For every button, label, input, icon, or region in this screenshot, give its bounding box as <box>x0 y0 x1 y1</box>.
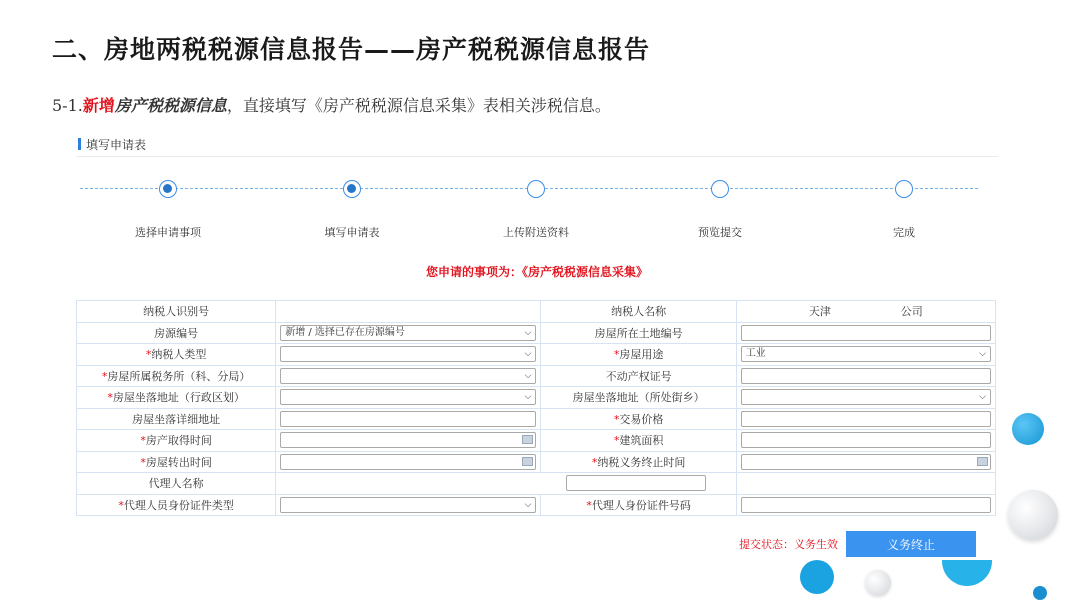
decor-circle-white <box>1008 490 1058 540</box>
form-row <box>77 451 996 473</box>
step-select-item <box>93 180 243 240</box>
agent-name-spacer <box>736 473 995 495</box>
taxpayer-type-label: *纳税人类型 <box>77 344 276 366</box>
transfer-date-input[interactable] <box>280 454 536 470</box>
progress-steps <box>76 170 998 240</box>
trade-price-cell <box>736 408 995 430</box>
step-node-icon <box>895 180 913 198</box>
step-node-icon <box>343 180 361 198</box>
address-district-label: *房屋坐落地址（行政区划） <box>77 387 276 409</box>
building-area-label: *建筑面积 <box>541 430 736 452</box>
chevron-down-icon: ⌵ <box>979 349 986 360</box>
form-row <box>77 365 996 387</box>
tax-office-label: *房屋所属税务所（科、分局） <box>77 365 276 387</box>
form-row <box>77 387 996 409</box>
transfer-date-cell <box>276 451 541 473</box>
agent-name-cell <box>276 473 736 495</box>
obligation-end-cell <box>736 451 995 473</box>
chevron-down-icon: ⌵ <box>979 392 986 403</box>
property-cert-cell <box>736 365 995 387</box>
step-preview <box>645 180 795 240</box>
chevron-down-icon: ⌵ <box>524 370 532 381</box>
property-usage-label: *房屋用途 <box>541 344 736 366</box>
form-row <box>77 301 996 323</box>
tax-office-cell <box>276 365 541 387</box>
calendar-icon[interactable] <box>522 435 533 444</box>
property-usage-cell <box>736 344 995 366</box>
form-row <box>77 408 996 430</box>
taxpayer-type-select[interactable] <box>280 346 536 362</box>
property-usage-select[interactable]: 工业 ⌵ <box>741 346 991 362</box>
agent-name-label: 代理人名称 <box>77 473 276 495</box>
terminate-obligation-button[interactable]: 义务终止 <box>846 531 976 557</box>
subtitle-rest: ，直接填写《房产税税源信息采集》表相关涉税信息。 <box>226 96 611 115</box>
agent-id-no-cell <box>736 494 995 516</box>
subtitle-highlight: 新增 <box>82 96 115 115</box>
step-label: 选择申请事项 <box>135 226 201 239</box>
form-row <box>77 344 996 366</box>
decor-circle-blue <box>1033 586 1047 600</box>
form-footer <box>739 531 976 557</box>
agent-name-input[interactable] <box>566 475 706 491</box>
land-no-cell <box>736 322 995 344</box>
panel-header-title: 填写申请表 <box>86 138 147 152</box>
decor-circle-white <box>865 570 891 596</box>
acquire-date-cell <box>276 430 541 452</box>
step-fill-form <box>277 180 427 240</box>
tax-office-select[interactable] <box>280 368 536 384</box>
agent-id-type-cell <box>276 494 541 516</box>
taxpayer-name-value: 天津 公司 <box>736 301 995 323</box>
acquire-date-input[interactable] <box>280 432 536 448</box>
form-row <box>77 430 996 452</box>
agent-id-no-input[interactable] <box>741 497 991 513</box>
step-label: 完成 <box>893 226 915 239</box>
step-complete <box>829 180 979 240</box>
agent-id-type-label: *代理人员身份证件类型 <box>77 494 276 516</box>
trade-price-label: *交易价格 <box>541 408 736 430</box>
subtitle-prefix: 5-1. <box>52 96 83 115</box>
address-detail-input[interactable] <box>280 411 536 427</box>
obligation-end-label: *纳税义务终止时间 <box>541 451 736 473</box>
chevron-down-icon: ⌵ <box>524 327 532 338</box>
agent-id-no-label: *代理人身份证件号码 <box>541 494 736 516</box>
submit-status: 提交状态：义务生效 <box>739 538 838 551</box>
calendar-icon[interactable] <box>977 457 988 466</box>
obligation-end-input[interactable] <box>741 454 991 470</box>
taxpayer-name-label: 纳税人名称 <box>541 301 736 323</box>
property-cert-label: 不动产权证号 <box>541 365 736 387</box>
address-detail-cell <box>276 408 541 430</box>
tax-source-form <box>76 300 996 516</box>
agent-id-type-select[interactable] <box>280 497 536 513</box>
building-area-cell <box>736 430 995 452</box>
building-area-input[interactable] <box>741 432 991 448</box>
chevron-down-icon: ⌵ <box>524 392 532 403</box>
application-notice: 您申请的事项为：《房产税税源信息采集》 <box>425 265 648 279</box>
step-node-icon <box>159 180 177 198</box>
application-panel <box>76 130 998 570</box>
panel-header <box>76 130 998 157</box>
decor-circle-blue <box>1012 413 1044 445</box>
transfer-date-label: *房屋转出时间 <box>77 451 276 473</box>
taxpayer-type-cell <box>276 344 541 366</box>
taxpayer-id-label: 纳税人识别号 <box>77 301 276 323</box>
address-street-select[interactable] <box>741 389 991 405</box>
subtitle-bold: 房产税税源信息 <box>114 96 227 115</box>
property-no-select[interactable]: 新增 / 选择已存在房源编号 ⌵ <box>280 325 536 341</box>
header-accent-bar <box>78 138 81 150</box>
calendar-icon[interactable] <box>522 457 533 466</box>
decor-circle-blue <box>800 560 834 594</box>
step-node-icon <box>711 180 729 198</box>
address-district-select[interactable] <box>280 389 536 405</box>
form-row <box>77 322 996 344</box>
chevron-down-icon: ⌵ <box>524 349 532 360</box>
trade-price-input[interactable] <box>741 411 991 427</box>
form-row <box>77 494 996 516</box>
land-no-input[interactable] <box>741 325 991 341</box>
property-no-label: 房源编号 <box>77 322 276 344</box>
slide-title: 二、房地两税税源信息报告——房产税税源信息报告 <box>52 35 651 64</box>
form-row <box>77 473 996 495</box>
taxpayer-id-value <box>276 301 541 323</box>
chevron-down-icon: ⌵ <box>524 499 532 510</box>
step-label: 上传附送资料 <box>503 226 569 239</box>
property-cert-input[interactable] <box>741 368 991 384</box>
address-street-label: 房屋坐落地址（所处街乡） <box>541 387 736 409</box>
step-upload <box>461 180 611 240</box>
slide-subtitle <box>52 93 611 116</box>
land-no-label: 房屋所在土地编号 <box>541 322 736 344</box>
address-street-cell <box>736 387 995 409</box>
property-no-cell <box>276 322 541 344</box>
acquire-date-label: *房产取得时间 <box>77 430 276 452</box>
step-label: 预览提交 <box>698 226 742 239</box>
step-node-icon <box>527 180 545 198</box>
step-label: 填写申请表 <box>324 226 380 239</box>
address-detail-label: 房屋坐落详细地址 <box>77 408 276 430</box>
decor-circle-blue <box>942 560 992 586</box>
address-district-cell <box>276 387 541 409</box>
